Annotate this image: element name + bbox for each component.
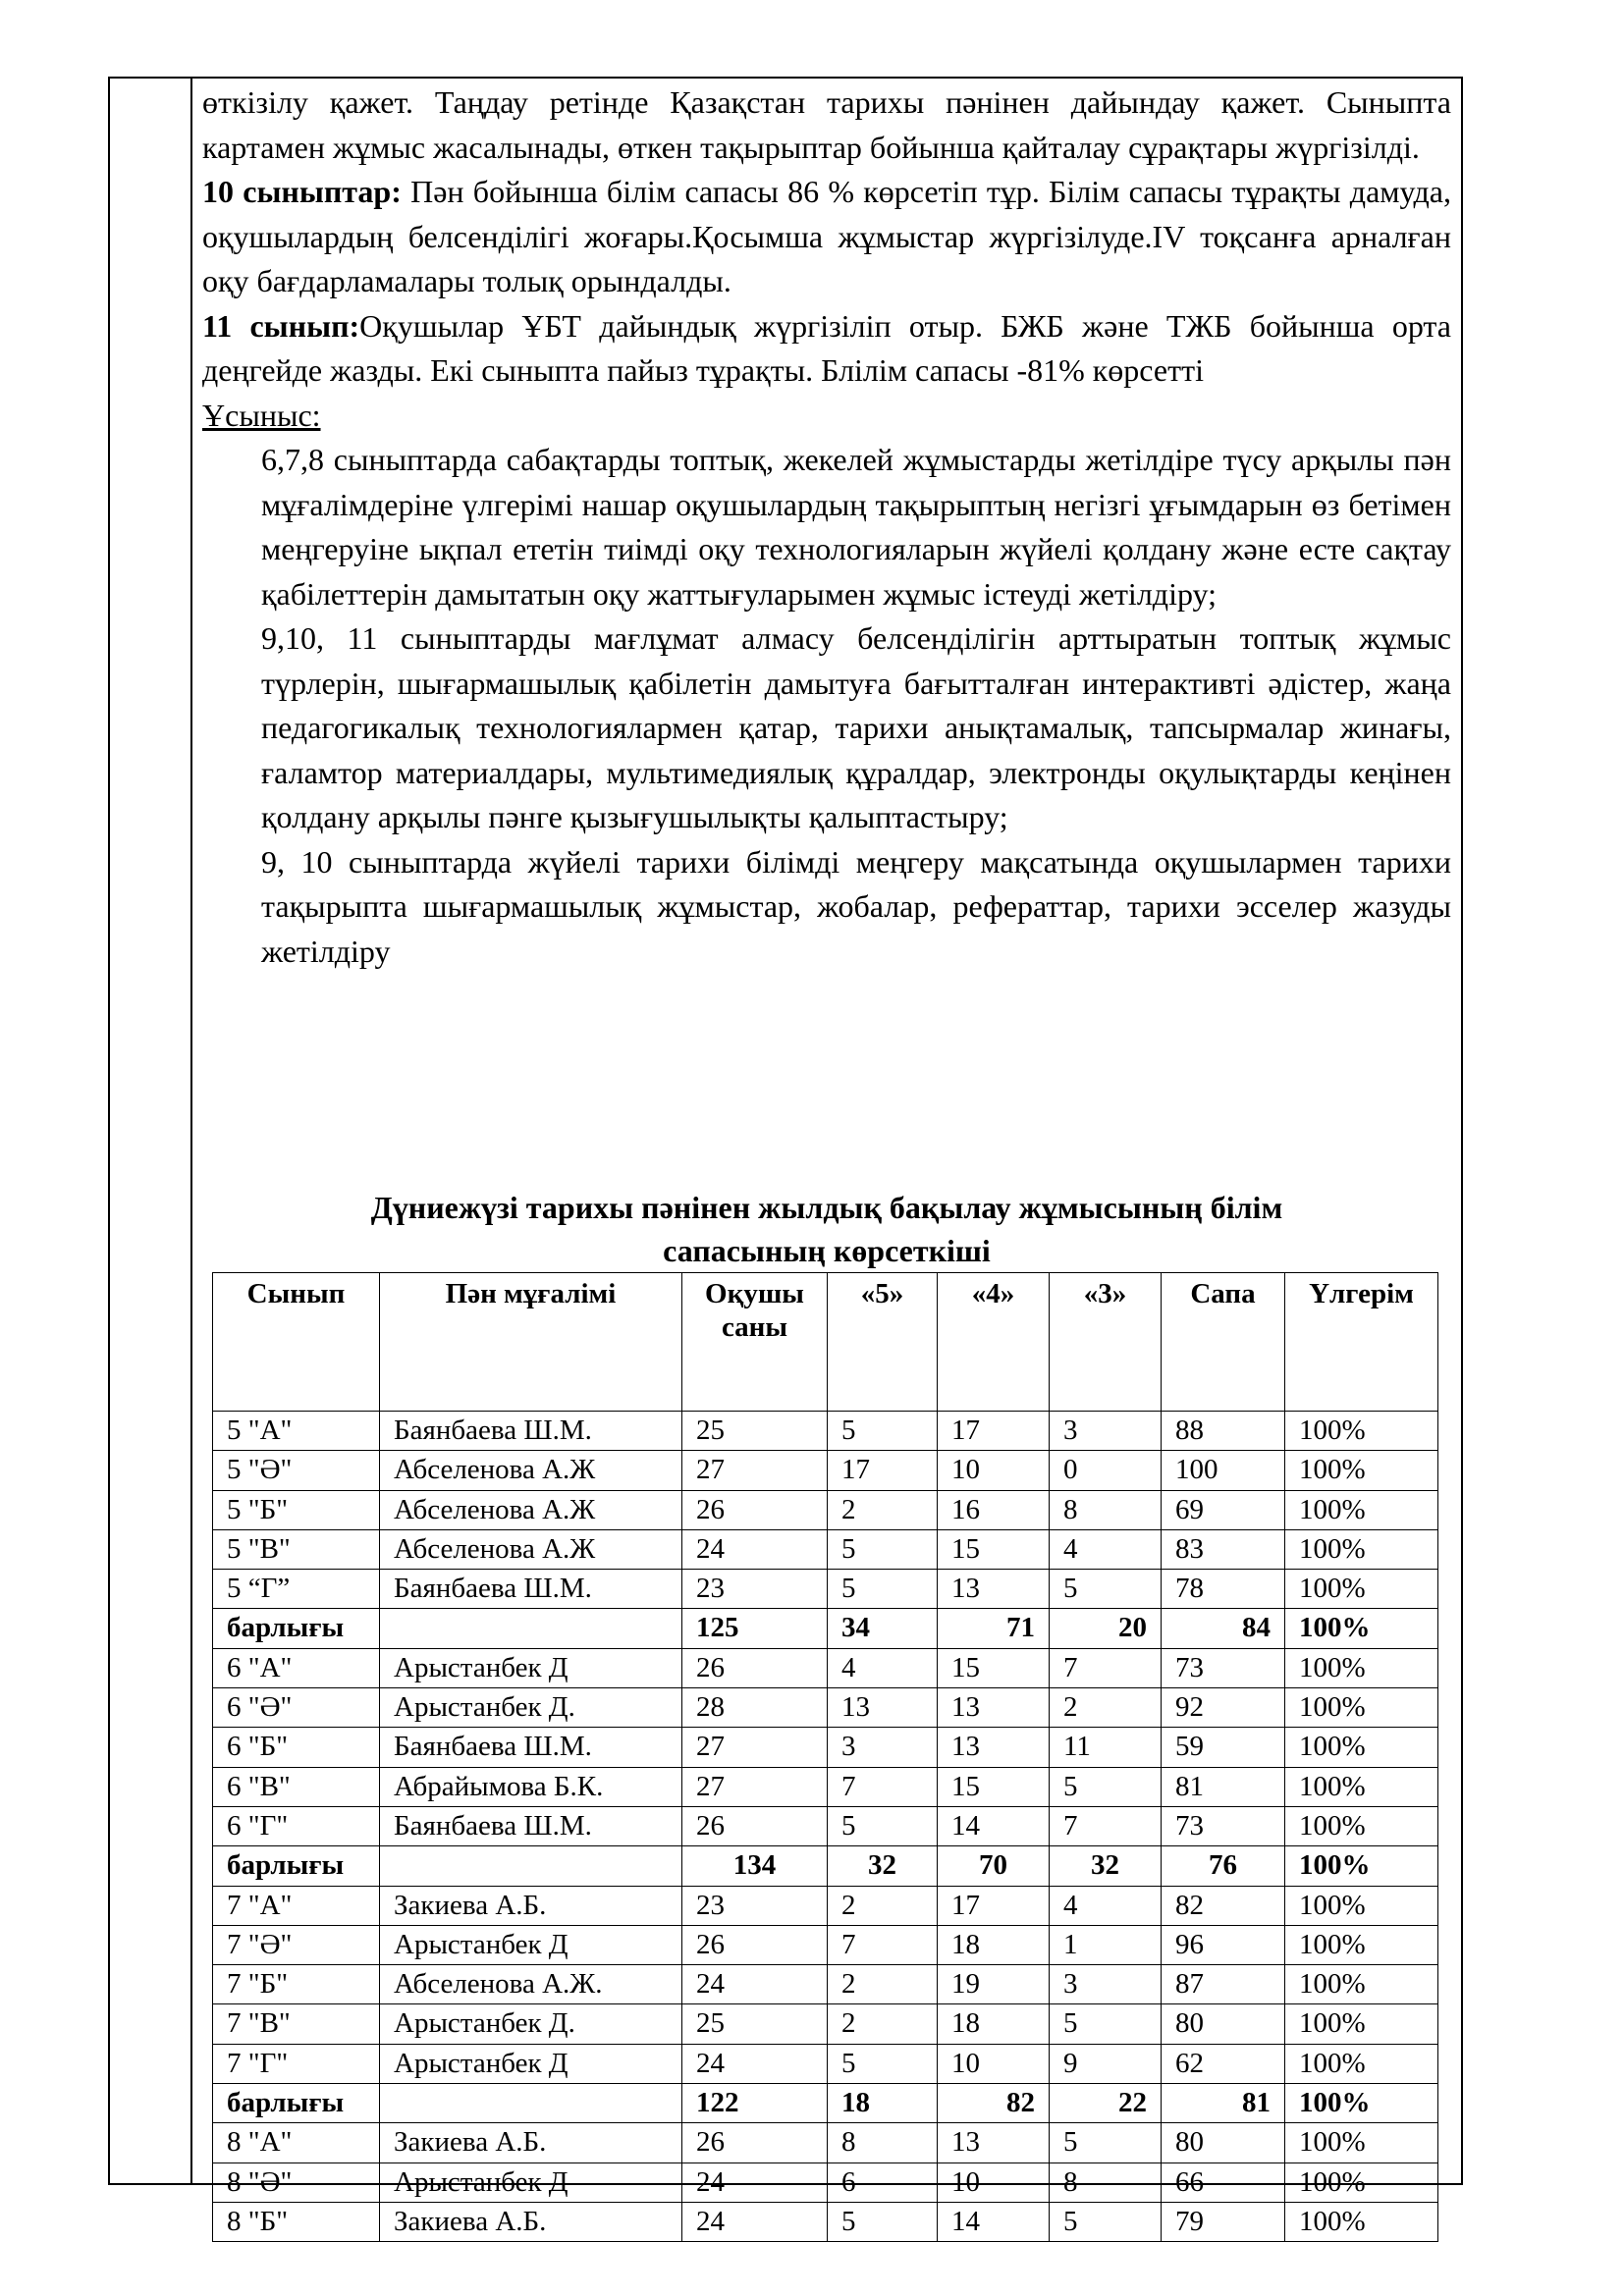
cell-grade-5: 7 xyxy=(828,1767,938,1806)
table-row xyxy=(213,1648,1438,1687)
cell-grade-3: 5 xyxy=(1050,1570,1162,1609)
cell-grade-4: 13 xyxy=(938,1570,1050,1609)
cell-grade-5: 8 xyxy=(828,2123,938,2163)
column-divider xyxy=(190,79,192,2183)
table-row xyxy=(213,1412,1438,1451)
cell-teacher: Абселенова А.Ж. xyxy=(380,1965,682,2004)
cell-class: 8 "Ә" xyxy=(213,2163,380,2202)
cell-quality: 73 xyxy=(1162,1806,1285,1845)
cell-class: 7 "В" xyxy=(213,2004,380,2044)
cell-progress: 100% xyxy=(1285,1728,1438,1767)
cell-progress: 100% xyxy=(1285,1648,1438,1687)
cell-grade-5: 17 xyxy=(828,1451,938,1490)
proposal-heading: Ұсыныс: xyxy=(202,397,321,433)
cell-teacher: Арыстанбек Д. xyxy=(380,2004,682,2044)
cell-quality: 79 xyxy=(1162,2202,1285,2241)
cell-grade-3: 1 xyxy=(1050,1925,1162,1964)
cell-grade-4: 13 xyxy=(938,1688,1050,1728)
cell-grade-4: 14 xyxy=(938,1806,1050,1845)
grade-10-text: Пән бойынша білім сапасы 86 % көрсетіп тұр. Білім сапасы тұрақты дамуда, оқушылардың белсенділігі жоғары.Қосымша жұмыстар жүргізілуде.IV тоқсанға арналған оқу бағдарламалары толық орындалды. xyxy=(202,174,1452,298)
cell-student-count: 122 xyxy=(682,2084,828,2123)
table-title-line-1: Дүниежүзі тарихы пәнінен жылдық бақылау жұмысының білім xyxy=(370,1190,1283,1225)
cell-student-count: 24 xyxy=(682,2202,828,2241)
grade-11-label: 11 сынып: xyxy=(202,307,360,344)
cell-grade-3: 7 xyxy=(1050,1806,1162,1845)
cell-progress: 100% xyxy=(1285,1925,1438,1964)
cell-grade-5: 2 xyxy=(828,1886,938,1925)
cell-grade-3: 4 xyxy=(1050,1529,1162,1569)
cell-progress: 100% xyxy=(1285,2202,1438,2241)
cell-progress: 100% xyxy=(1285,1529,1438,1569)
cell-grade-5: 18 xyxy=(828,2084,938,2123)
cell-teacher: Арыстанбек Д xyxy=(380,2163,682,2202)
paragraph-grade-11 xyxy=(202,304,1451,394)
cell-student-count: 26 xyxy=(682,1490,828,1529)
table-row xyxy=(213,2202,1438,2241)
grade-11-text: Оқушылар ҰБТ дайындық жүргізіліп отыр. БЖБ және ТЖБ бойынша орта деңгейде жазды. Екі сыныпта пайыз тұрақты. Блілім сапасы -81% көрсетті xyxy=(202,307,1452,388)
cell-progress: 100% xyxy=(1285,1846,1438,1886)
cell-quality: 81 xyxy=(1162,2084,1285,2123)
cell-grade-4: 14 xyxy=(938,2202,1050,2241)
table-row xyxy=(213,1529,1438,1569)
cell-grade-3: 20 xyxy=(1050,1609,1162,1648)
cell-grade-3: 5 xyxy=(1050,2202,1162,2241)
cell-student-count: 28 xyxy=(682,1688,828,1728)
cell-class: 6 "А" xyxy=(213,1648,380,1687)
paragraph-grade-10 xyxy=(202,170,1451,304)
cell-quality: 88 xyxy=(1162,1412,1285,1451)
cell-grade-4: 82 xyxy=(938,2084,1050,2123)
cell-grade-5: 13 xyxy=(828,1688,938,1728)
cell-student-count: 134 xyxy=(682,1846,828,1886)
cell-grade-5: 5 xyxy=(828,1529,938,1569)
table-row xyxy=(213,1490,1438,1529)
cell-grade-5: 5 xyxy=(828,1806,938,1845)
cell-grade-4: 10 xyxy=(938,1451,1050,1490)
cell-student-count: 26 xyxy=(682,1925,828,1964)
table-row xyxy=(213,1728,1438,1767)
paragraph-intro: өткізілу қажет. Таңдау ретінде Қазақстан тарихы пәнінен дайындау қажет. Сыныпта картамен жұмыс жасалынады, өткен тақырыптар бойынша қайталау сұрақтары жүргізілді. xyxy=(202,84,1451,165)
cell-quality: 78 xyxy=(1162,1570,1285,1609)
cell-quality: 73 xyxy=(1162,1648,1285,1687)
cell-class: 5 "Ә" xyxy=(213,1451,380,1490)
cell-grade-4: 17 xyxy=(938,1886,1050,1925)
cell-grade-3: 3 xyxy=(1050,1412,1162,1451)
table-header-row xyxy=(213,1273,1438,1412)
cell-progress: 100% xyxy=(1285,1965,1438,2004)
cell-progress: 100% xyxy=(1285,2123,1438,2163)
cell-grade-4: 13 xyxy=(938,2123,1050,2163)
cell-grade-5: 6 xyxy=(828,2163,938,2202)
cell-class: барлығы xyxy=(213,1609,380,1648)
cell-progress: 100% xyxy=(1285,1806,1438,1845)
cell-progress: 100% xyxy=(1285,2004,1438,2044)
cell-student-count: 27 xyxy=(682,1451,828,1490)
cell-progress: 100% xyxy=(1285,1570,1438,1609)
cell-quality: 76 xyxy=(1162,1846,1285,1886)
cell-class: 6 "В" xyxy=(213,1767,380,1806)
cell-student-count: 125 xyxy=(682,1609,828,1648)
cell-progress: 100% xyxy=(1285,2044,1438,2083)
cell-class: 6 "Г" xyxy=(213,1806,380,1845)
cell-student-count: 26 xyxy=(682,2123,828,2163)
cell-grade-4: 19 xyxy=(938,1965,1050,2004)
table-total-row xyxy=(213,1846,1438,1886)
cell-grade-4: 18 xyxy=(938,1925,1050,1964)
table-row xyxy=(213,1886,1438,1925)
cell-class: 8 "Б" xyxy=(213,2202,380,2241)
cell-quality: 69 xyxy=(1162,1490,1285,1529)
cell-grade-5: 5 xyxy=(828,2202,938,2241)
table-row xyxy=(213,1451,1438,1490)
cell-grade-3: 22 xyxy=(1050,2084,1162,2123)
cell-student-count: 27 xyxy=(682,1728,828,1767)
cell-grade-4: 15 xyxy=(938,1767,1050,1806)
cell-student-count: 23 xyxy=(682,1570,828,1609)
cell-grade-3: 3 xyxy=(1050,1965,1162,2004)
cell-student-count: 24 xyxy=(682,1965,828,2004)
cell-grade-5: 2 xyxy=(828,1965,938,2004)
cell-grade-4: 18 xyxy=(938,2004,1050,2044)
cell-quality: 81 xyxy=(1162,1767,1285,1806)
cell-quality: 84 xyxy=(1162,1609,1285,1648)
cell-grade-5: 7 xyxy=(828,1925,938,1964)
cell-grade-3: 4 xyxy=(1050,1886,1162,1925)
cell-grade-3: 9 xyxy=(1050,2044,1162,2083)
cell-teacher: Закиева А.Б. xyxy=(380,2123,682,2163)
table-row xyxy=(213,1570,1438,1609)
cell-progress: 100% xyxy=(1285,1490,1438,1529)
table-row xyxy=(213,2163,1438,2202)
document-body xyxy=(202,80,1451,974)
cell-class: 7 "Б" xyxy=(213,1965,380,2004)
table-title xyxy=(202,1186,1451,1272)
recommendation-1: 6,7,8 сыныптарда сабақтарды топтық, жекелей жұмыстарды жетілдіре түсу арқылы пән мұғалімдеріне үлгерімі нашар оқушылардың тақырыптың негізгі ұғымдарын өз бетімен меңгеруіне ықпал ететін тиімді оқу технологияларын жүйелі қолдану және есте сақтау қабілеттерін дамытатын оқу жаттығуларымен жұмыс істеуді жетілдіру; xyxy=(261,442,1451,612)
cell-progress: 100% xyxy=(1285,1412,1438,1451)
cell-progress: 100% xyxy=(1285,1767,1438,1806)
cell-student-count: 25 xyxy=(682,2004,828,2044)
cell-grade-3: 5 xyxy=(1050,2004,1162,2044)
cell-student-count: 25 xyxy=(682,1412,828,1451)
cell-grade-5: 2 xyxy=(828,2004,938,2044)
cell-class: барлығы xyxy=(213,2084,380,2123)
table-row xyxy=(213,1688,1438,1728)
cell-teacher: Закиева А.Б. xyxy=(380,1886,682,1925)
cell-progress: 100% xyxy=(1285,1886,1438,1925)
cell-quality: 80 xyxy=(1162,2004,1285,2044)
cell-class: 5 "В" xyxy=(213,1529,380,1569)
table-row xyxy=(213,1965,1438,2004)
cell-grade-3: 0 xyxy=(1050,1451,1162,1490)
header-grade-3: «3» xyxy=(1050,1273,1162,1412)
cell-teacher: Баянбаева Ш.М. xyxy=(380,1806,682,1845)
cell-class: 5 "Б" xyxy=(213,1490,380,1529)
cell-grade-3: 2 xyxy=(1050,1688,1162,1728)
cell-teacher: Баянбаева Ш.М. xyxy=(380,1570,682,1609)
cell-grade-4: 71 xyxy=(938,1609,1050,1648)
cell-grade-3: 5 xyxy=(1050,1767,1162,1806)
cell-teacher: Арыстанбек Д xyxy=(380,1925,682,1964)
cell-grade-5: 5 xyxy=(828,1412,938,1451)
cell-grade-3: 8 xyxy=(1050,1490,1162,1529)
header-grade-5: «5» xyxy=(828,1273,938,1412)
cell-grade-3: 32 xyxy=(1050,1846,1162,1886)
cell-grade-5: 32 xyxy=(828,1846,938,1886)
grades-table xyxy=(212,1272,1438,2242)
cell-teacher: Абрайымова Б.К. xyxy=(380,1767,682,1806)
cell-grade-5: 5 xyxy=(828,2044,938,2083)
cell-teacher: Абселенова А.Ж xyxy=(380,1529,682,1569)
table-row xyxy=(213,2004,1438,2044)
cell-progress: 100% xyxy=(1285,1451,1438,1490)
cell-grade-4: 15 xyxy=(938,1648,1050,1687)
header-teacher: Пән мұғалімі xyxy=(380,1273,682,1412)
table-title-line-2: сапасының көрсеткіші xyxy=(663,1233,991,1268)
cell-grade-5: 5 xyxy=(828,1570,938,1609)
cell-grade-5: 34 xyxy=(828,1609,938,1648)
cell-teacher: Баянбаева Ш.М. xyxy=(380,1412,682,1451)
cell-grade-3: 8 xyxy=(1050,2163,1162,2202)
cell-grade-4: 16 xyxy=(938,1490,1050,1529)
cell-progress: 100% xyxy=(1285,2084,1438,2123)
cell-progress: 100% xyxy=(1285,1688,1438,1728)
cell-quality: 96 xyxy=(1162,1925,1285,1964)
cell-class: 5 "А" xyxy=(213,1412,380,1451)
cell-class: 7 "Г" xyxy=(213,2044,380,2083)
cell-quality: 92 xyxy=(1162,1688,1285,1728)
cell-student-count: 26 xyxy=(682,1648,828,1687)
cell-quality: 59 xyxy=(1162,1728,1285,1767)
cell-quality: 66 xyxy=(1162,2163,1285,2202)
cell-grade-5: 2 xyxy=(828,1490,938,1529)
recommendation-2: 9,10, 11 сыныптарды мағлұмат алмасу белсенділігін арттыратын топтық жұмыс түрлерін, шығармашылық қабілетін дамытуға бағытталған интерактивті әдістер, жаңа педагогикалық технологиялармен қатар, тарихи анықтамалық, тапсырмалар жинағы, ғаламтор материалдары, мультимедиялық құралдар, электронды оқулықтарды кеңінен қолдану арқылы пәнге қызығушылықты қалыптастыру; xyxy=(261,620,1451,834)
header-student-count: Оқушы саны xyxy=(682,1273,828,1412)
cell-teacher: Баянбаева Ш.М. xyxy=(380,1728,682,1767)
cell-student-count: 27 xyxy=(682,1767,828,1806)
cell-student-count: 23 xyxy=(682,1886,828,1925)
cell-student-count: 24 xyxy=(682,2163,828,2202)
cell-class: 8 "А" xyxy=(213,2123,380,2163)
table-total-row xyxy=(213,1609,1438,1648)
recommendation-3: 9, 10 сыныптарда жүйелі тарихи білімді меңгеру мақсатында оқушылармен тарихи тақырыпта шығармашылық жұмыстар, жобалар, рефераттар, тарихи эсселер жазуды жетілдіру xyxy=(261,843,1451,969)
table-row xyxy=(213,2123,1438,2163)
cell-progress: 100% xyxy=(1285,1609,1438,1648)
table-total-row xyxy=(213,2084,1438,2123)
cell-student-count: 24 xyxy=(682,2044,828,2083)
cell-grade-4: 10 xyxy=(938,2044,1050,2083)
cell-grade-4: 10 xyxy=(938,2163,1050,2202)
header-grade-4: «4» xyxy=(938,1273,1050,1412)
cell-teacher: Абселенова А.Ж xyxy=(380,1490,682,1529)
cell-teacher: Закиева А.Б. xyxy=(380,2202,682,2241)
cell-quality: 100 xyxy=(1162,1451,1285,1490)
cell-grade-3: 11 xyxy=(1050,1728,1162,1767)
cell-quality: 83 xyxy=(1162,1529,1285,1569)
cell-class: 6 "Ә" xyxy=(213,1688,380,1728)
cell-teacher xyxy=(380,1609,682,1648)
cell-class: 5 “Г” xyxy=(213,1570,380,1609)
cell-grade-5: 3 xyxy=(828,1728,938,1767)
cell-student-count: 26 xyxy=(682,1806,828,1845)
table-row xyxy=(213,1806,1438,1845)
cell-quality: 80 xyxy=(1162,2123,1285,2163)
cell-teacher: Абселенова А.Ж xyxy=(380,1451,682,1490)
cell-class: 7 "А" xyxy=(213,1886,380,1925)
header-quality: Сапа xyxy=(1162,1273,1285,1412)
cell-quality: 62 xyxy=(1162,2044,1285,2083)
cell-quality: 87 xyxy=(1162,1965,1285,2004)
cell-class: 6 "Б" xyxy=(213,1728,380,1767)
cell-student-count: 24 xyxy=(682,1529,828,1569)
cell-grade-4: 15 xyxy=(938,1529,1050,1569)
cell-class: барлығы xyxy=(213,1846,380,1886)
cell-grade-3: 5 xyxy=(1050,2123,1162,2163)
cell-teacher: Арыстанбек Д xyxy=(380,2044,682,2083)
cell-class: 7 "Ә" xyxy=(213,1925,380,1964)
cell-grade-5: 4 xyxy=(828,1648,938,1687)
table-row xyxy=(213,2044,1438,2083)
cell-teacher: Арыстанбек Д. xyxy=(380,1688,682,1728)
cell-grade-4: 13 xyxy=(938,1728,1050,1767)
header-class: Сынып xyxy=(213,1273,380,1412)
cell-grade-3: 7 xyxy=(1050,1648,1162,1687)
cell-teacher xyxy=(380,1846,682,1886)
grade-10-label: 10 сыныптар: xyxy=(202,174,402,209)
cell-grade-4: 17 xyxy=(938,1412,1050,1451)
table-row xyxy=(213,1925,1438,1964)
table-row xyxy=(213,1767,1438,1806)
cell-teacher xyxy=(380,2084,682,2123)
header-progress: Үлгерім xyxy=(1285,1273,1438,1412)
cell-quality: 82 xyxy=(1162,1886,1285,1925)
cell-teacher: Арыстанбек Д xyxy=(380,1648,682,1687)
cell-grade-4: 70 xyxy=(938,1846,1050,1886)
cell-progress: 100% xyxy=(1285,2163,1438,2202)
